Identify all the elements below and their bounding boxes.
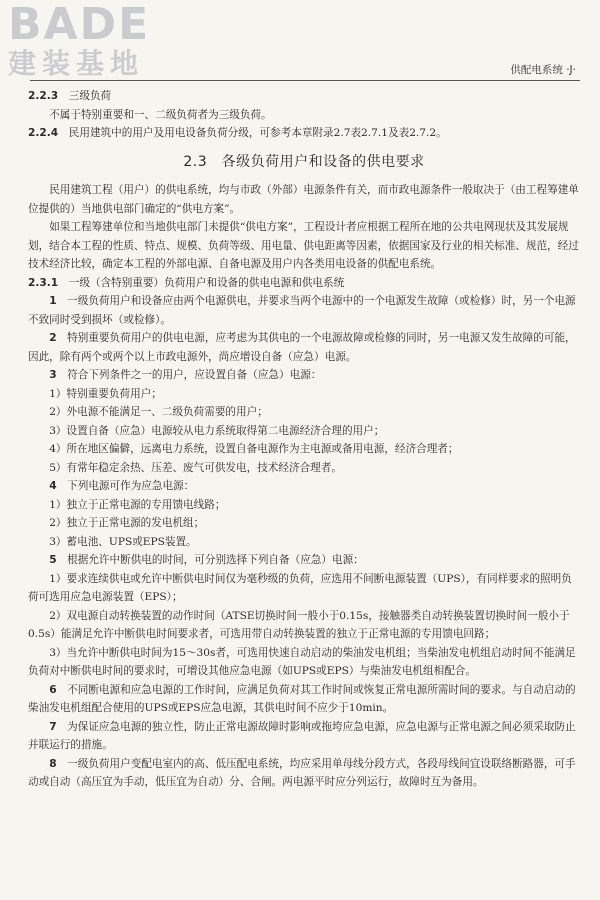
running-head: 供配电系统 ·J·: [510, 64, 576, 76]
item-text: 符合下列条件之一的用户，应设置自备（应急）电源：: [67, 369, 322, 381]
sub-item: 2）双电源自动转换装置的动作时间（ATSE切换时间一般小于0.15s，接触器类自动转换装置切换时间一般小于0.5s）能满足允许中断供电时间要求者，可选用带自动转换装置的独立于正常电源的专用馈电回路；: [28, 609, 570, 640]
clause-number: 2.2.3: [28, 90, 59, 102]
clause-number: 2.2.4: [28, 127, 59, 139]
list-item: [28, 681, 580, 718]
item-text: 根据允许中断供电的时间，可分别选择下列自备（应急）电源：: [67, 554, 364, 566]
sub-item: 2）独立于正常电源的发电机组；: [49, 517, 205, 529]
list-item: [28, 755, 580, 792]
item-number: 1: [49, 295, 57, 307]
item-number: 5: [49, 554, 57, 566]
clause-number: 2.3.1: [28, 276, 59, 289]
sub-item: 1）独立于正常电源的专用馈电线路；: [49, 498, 226, 511]
sub-item: 1）要求连续供电或允许中断供电时间仅为毫秒级的负荷，应选用不间断电源装置（UPS），有同样要求的照明负荷可选用应急电源装置（EPS）；: [28, 572, 572, 603]
item-text: 下列电源可作为应急电源：: [67, 480, 195, 492]
header-rule: [30, 80, 580, 81]
list-item: [28, 292, 580, 329]
section-title: 2.3 各级负荷用户和设备的供电要求: [183, 153, 425, 170]
item-text: 不同断电源和应急电源的工作时间，应满足负荷对其工作时间或恢复正常电源所需时间的要求。与自动启动的柴油发电机组配合使用的UPS或EPS应急电源，其供电时间不应少于10min。: [28, 683, 576, 714]
sub-item: 3）当允许中断供电时间为15～30s者，可选用快速自动启动的柴油发电机组；当柴油发电机组启动时间不能满足负荷对中断供电时间的要求时，可增设其他应急电源（如UPS或EPS）与柴油发电机组相配合。: [28, 646, 576, 677]
sub-item: 4）所在地区偏僻，远离电力系统，设置自备电源作为主电源或备用电源，经济合理者；: [49, 443, 459, 455]
clause-title: 三级负荷: [68, 90, 112, 102]
page-body: [28, 87, 580, 792]
item-text: 为保证应急电源的独立性，防止正常电源故障时影响或拖垮应急电源，应急电源与正常电源之间必须采取防止并联运行的措施。: [28, 720, 576, 751]
logo-subtitle: 建装基地: [8, 47, 145, 80]
item-number: 8: [49, 757, 57, 770]
item-number: 6: [49, 683, 57, 696]
item-number: 2: [49, 332, 57, 344]
item-text: 特别重要负荷用户的供电电源，应考虑为其供电的一个电源故障或检修的同时，另一电源又发生故障的可能，因此，除有两个或两个以上市政电源外，尚应增设自备（应急）电源。: [28, 332, 576, 363]
sub-item: 2）外电源不能满足一、二级负荷需要的用户；: [49, 406, 268, 418]
item-text: 一级负荷用户变配电室内的高、低压配电系统，均应采用单母线分段方式，各段母线间宜设联络断路器，可手动或自动（高压宜为手动，低压宜为自动）分、合闸。两电源平时应分列运行，故障时互为备用。: [28, 757, 576, 788]
list-item: [28, 329, 580, 366]
clause-2-2-3-heading: [28, 87, 580, 106]
logo: [8, 2, 150, 80]
clause-2-3-1-heading: [28, 274, 580, 293]
item-text: 一级负荷用户和设备应由两个电源供电，并要求当两个电源中的一个电源发生故障（或检修）时，另一个电源不致同时受到损坏（或检修）。: [28, 295, 576, 326]
logo-wordmark: BADE: [8, 0, 151, 50]
clause-2-2-4: [28, 124, 580, 143]
item-number: 7: [49, 720, 57, 733]
sub-item: 5）有常年稳定余热、压差、废气可供发电，技术经济合理者。: [49, 461, 342, 474]
list-item: [28, 718, 580, 755]
clause-title: 一级（含特别重要）负荷用户和设备的供电电源和供电系统: [68, 276, 345, 289]
sub-item: 3）蓄电池、UPS或EPS装置。: [49, 535, 197, 548]
clause-text: 民用建筑中的用户及用电设备负荷分级，可参考本章附录2.7表2.7.1及表2.7.2。: [68, 127, 447, 139]
list-item: [28, 366, 580, 385]
intro-paragraph: 民用建筑工程（用户）的供电系统，均与市政（外部）电源条件有关，而市政电源条件一般取决于（由工程筹建单位提供的）当地供电部门确定的“供电方案”。: [28, 184, 579, 215]
item-number: 3: [49, 369, 57, 381]
sub-item: 1）特别重要负荷用户；: [49, 387, 162, 400]
item-number: 4: [49, 480, 57, 492]
sub-item: 3）设置自备（应急）电源较从电力系统取得第二电源经济合理的用户；: [49, 424, 385, 437]
clause-2-2-3-body: 不属于特别重要和一、二级负荷者为三级负荷。: [49, 108, 272, 121]
list-item: [28, 477, 580, 496]
intro-paragraph: 如果工程筹建单位和当地供电部门未提供“供电方案”，工程设计者应根据工程所在地的公共电网现状及其发展规划，结合本工程的性质、特点、规模、负荷等级、用电量、供电距离等因素，依据国家及行业的相关标准、规范，经过技术经济比较，确定本工程的外部电源、自备电源及用户内各类用电设备的供配电系统。: [28, 221, 579, 270]
list-item: [28, 551, 580, 570]
